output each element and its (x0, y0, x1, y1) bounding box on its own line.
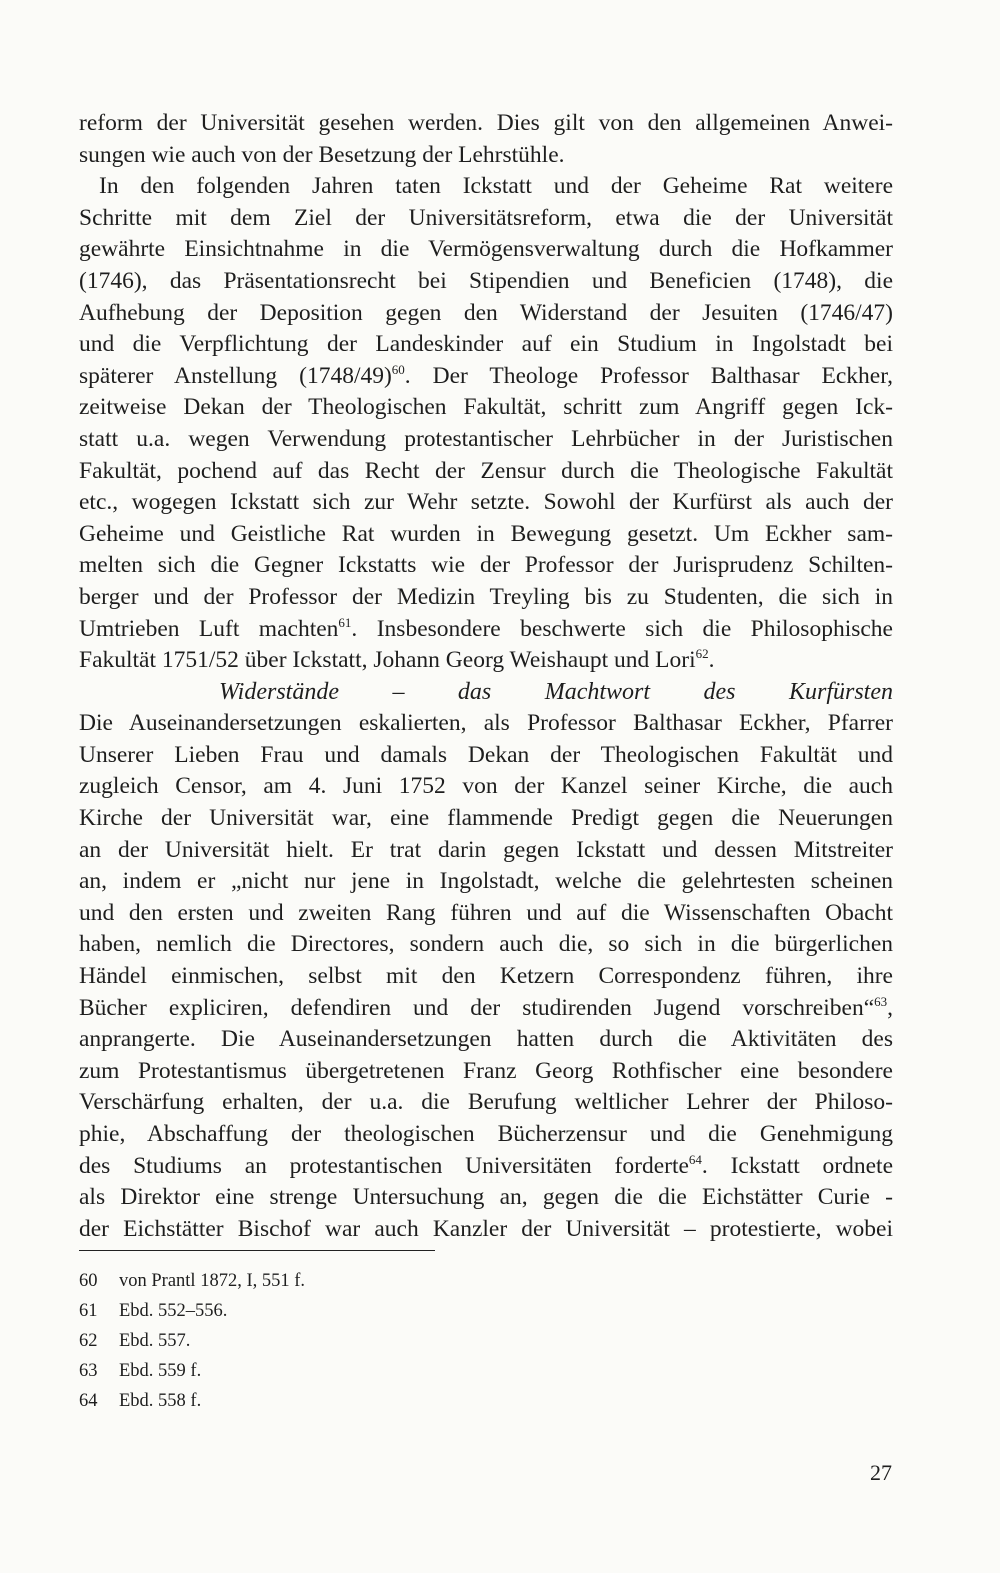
footnote (79, 1266, 579, 1296)
paragraph-line: Verschärfung erhalten, der u.a. die Berufung weltlicher Lehrer der Philoso- (79, 1089, 893, 1116)
footnotes (79, 1266, 579, 1416)
paragraph-line: Kirche der Universität war, eine flammende Predigt gegen die Neuerungen (79, 805, 893, 832)
text-run: , (887, 994, 893, 1021)
footnote (79, 1386, 579, 1416)
footnote-text: Ebd. 557. (119, 1331, 191, 1351)
paragraph-line (79, 993, 893, 1025)
footnote-text: Ebd. 559 f. (119, 1361, 202, 1381)
paragraph-line (79, 645, 893, 677)
paragraph-line: Geheime und Geistliche Rat wurden in Bewegung gesetzt. Um Eckher sam- (79, 520, 893, 547)
paragraph-line: reform der Universität gesehen werden. Dies gilt von den allgemeinen Anwei- (79, 110, 893, 136)
footnote-ref: 61 (338, 614, 352, 630)
paragraph-line: und die Verpflichtung der Landeskinder auf ein Studium in Ingolstadt bei (79, 331, 893, 358)
paragraph-line: zugleich Censor, am 4. Juni 1752 von der Kanzel seiner Kirche, die auch (79, 773, 893, 800)
footnote-number: 62 (79, 1331, 98, 1351)
paragraph-line: gewährte Einsichtnahme in die Vermögensverwaltung durch die Hofkammer (79, 236, 893, 263)
paragraph-line: Schritte mit dem Ziel der Universitätsreform, etwa die der Universität (79, 204, 893, 231)
paragraph-line: zum Protestantismus übergetretenen Franz Georg Rothfischer eine besondere (79, 1057, 893, 1084)
text-run: Umtrieben Luft machten (79, 615, 339, 642)
text-run: Bücher expliciren, defendiren und der studirenden Jugend vorschreiben“ (79, 994, 875, 1021)
footnote-number: 64 (79, 1391, 98, 1411)
text-run: Fakultät 1751/52 über Ickstatt, Johann Georg Weishaupt und Lori (79, 647, 696, 674)
text-run: . Ickstatt ordnete (701, 1152, 894, 1179)
footnote-ref: 60 (391, 361, 405, 377)
paragraph-line (79, 361, 893, 393)
paragraph-line: sungen wie auch von der Besetzung der Lehrstühle. (79, 141, 565, 168)
paragraph-line: etc., wogegen Ickstatt sich zur Wehr setzte. Sowohl der Kurfürst als auch der (79, 489, 893, 516)
paragraph-line: berger und der Professor der Medizin Treyling bis zu Studenten, die sich in (79, 583, 893, 610)
paragraph-line: anprangerte. Die Auseinandersetzungen hatten durch die Aktivitäten des (79, 1026, 893, 1053)
text-run: des Studiums an protestantischen Universitäten forderte (79, 1152, 689, 1179)
text-run: . Der Theologe Professor Balthasar Eckher, (404, 362, 893, 389)
body-text (79, 108, 893, 1245)
footnote-ref: 64 (688, 1151, 702, 1167)
paragraph-line: phie, Abschaffung der theologischen Bücherzensur und die Genehmigung (79, 1121, 893, 1147)
paragraph-line: Die Auseinandersetzungen eskalierten, als Professor Balthasar Eckher, Pfarrer (79, 710, 893, 737)
paragraph-line: Händel einmischen, selbst mit den Ketzern Correspondenz führen, ihre (79, 963, 893, 990)
footnote-divider (79, 1250, 435, 1251)
footnote-ref: 63 (874, 993, 888, 1009)
text-run: . Insbesondere beschwerte sich die Philosophische (351, 615, 893, 642)
paragraph-line: zeitweise Dekan der Theologischen Fakultät, schritt zum Angriff gegen Ick- (79, 394, 893, 421)
footnote (79, 1356, 579, 1386)
paragraph-line: melten sich die Gegner Ickstatts wie der Professor der Jurisprudenz Schilten- (79, 552, 893, 579)
text-run: späterer Anstellung (1748/49) (79, 362, 392, 389)
footnote-ref: 62 (695, 646, 709, 662)
paragraph-line: an der Universität hielt. Er trat darin gegen Ickstatt und dessen Mitstreiter (79, 836, 893, 863)
footnote-text: Ebd. 558 f. (119, 1391, 202, 1411)
footnote-number: 63 (79, 1361, 98, 1381)
paragraph-line: haben, nemlich die Directores, sondern auch die, so sich in die bürgerlichen (79, 931, 893, 958)
paragraph-line: der Eichstätter Bischof war auch Kanzler der Universität – protestierte, wobei (79, 1215, 893, 1242)
footnote-text: von Prantl 1872, I, 551 f. (119, 1271, 306, 1291)
footnote-number: 61 (79, 1301, 98, 1321)
footnote (79, 1296, 579, 1326)
paragraph-line: Unserer Lieben Frau und damals Dekan der Theologischen Fakultät und (79, 741, 893, 768)
section-heading: Widerstände – das Machtwort des Kurfürsten (219, 678, 893, 705)
page-number: 27 (870, 1460, 892, 1485)
paragraph-line: Aufhebung der Deposition gegen den Widerstand der Jesuiten (1746/47) (79, 299, 893, 326)
paragraph-line: Fakultät, pochend auf das Recht der Zensur durch die Theologische Fakultät (79, 457, 893, 484)
paragraph-line: statt u.a. wegen Verwendung protestantischer Lehrbücher in der Juristischen (79, 425, 893, 452)
paragraph-line (79, 614, 893, 646)
paragraph-line: an, indem er „nicht nur jene in Ingolstadt, welche die gelehrtesten scheinen (79, 868, 893, 895)
footnote (79, 1326, 579, 1356)
paragraph-line: (1746), das Präsentationsrecht bei Stipendien und Beneficien (1748), die (79, 267, 893, 294)
paragraph-line: In den folgenden Jahren taten Ickstatt und der Geheime Rat weitere (99, 173, 893, 200)
text-run: . (708, 647, 715, 674)
paragraph-line: als Direktor eine strenge Untersuchung an, gegen die die Eichstätter Curie - (79, 1184, 893, 1211)
footnote-number: 60 (79, 1271, 98, 1291)
footnote-text: Ebd. 552–556. (119, 1301, 228, 1321)
paragraph-line (79, 1151, 893, 1183)
paragraph-line: und den ersten und zweiten Rang führen und auf die Wissenschaften Obacht (79, 899, 893, 926)
